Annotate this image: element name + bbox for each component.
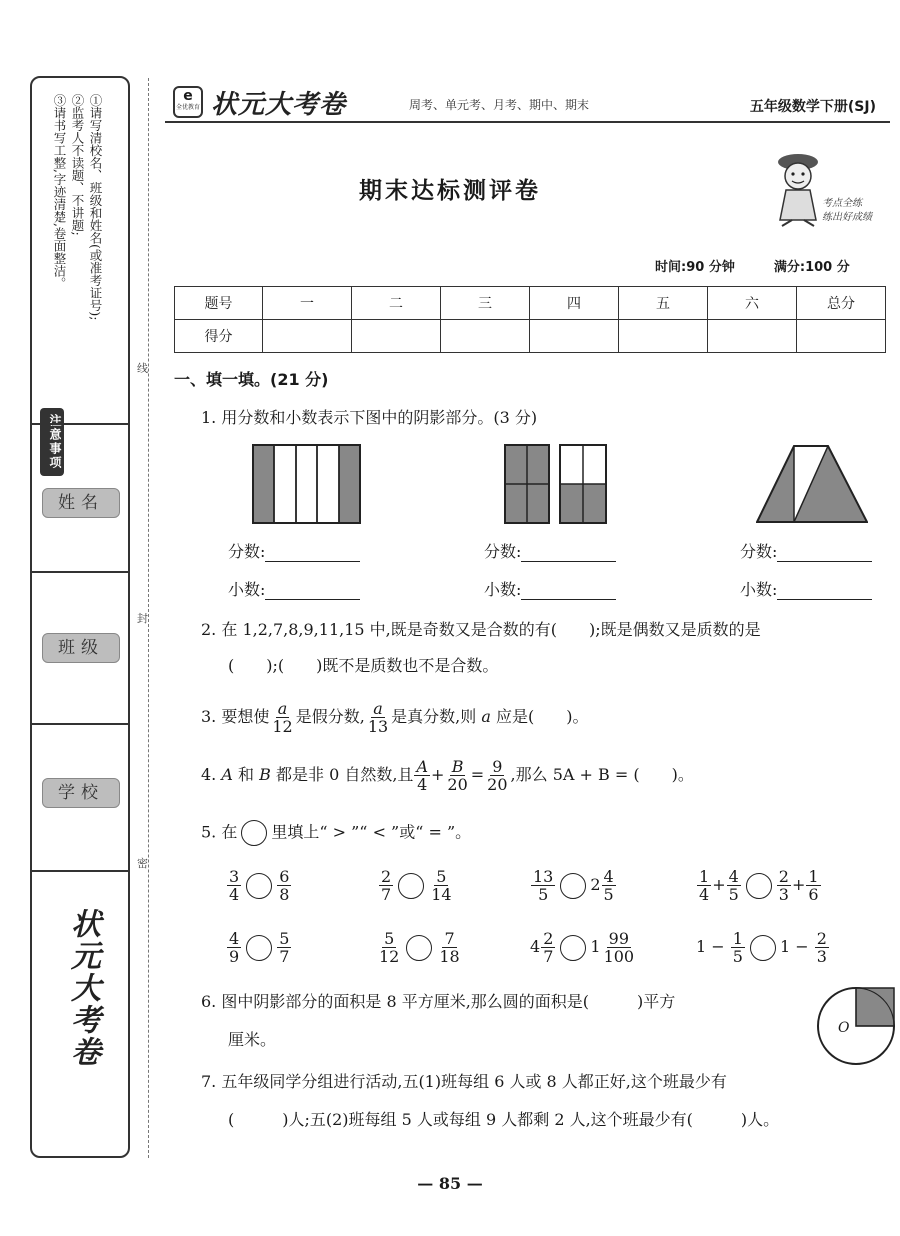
table-row — [175, 287, 886, 320]
fraction: $\frac{a}{13}$ — [367, 699, 389, 736]
score-table — [174, 286, 886, 353]
question-1: 1. 用分数和小数表示下图中的阴影部分。(3 分) — [201, 408, 538, 427]
compare-item: $\frac{13}{5}$ 2 $\frac{4}{5}$ — [533, 867, 614, 904]
school-field-label: 学校 — [42, 778, 120, 808]
name-field-label: 姓名 — [42, 488, 120, 518]
time-limit: 时间:90 分钟 — [655, 260, 735, 275]
panel-divider — [32, 423, 128, 425]
notice-2: ②监考人不读题、不讲题; — [70, 94, 85, 236]
table-cell: 题号 — [175, 287, 263, 320]
brand-name: 状元大考卷 — [211, 90, 347, 120]
compare-item: $\frac{4}{9}$ $\frac{5}{7}$ — [229, 929, 290, 966]
answer-line[interactable] — [740, 542, 872, 562]
answer-line[interactable] — [484, 580, 616, 600]
exam-info — [655, 256, 850, 275]
header-rule — [165, 121, 890, 123]
binding-panel — [30, 76, 130, 1158]
answer-line[interactable] — [228, 580, 360, 600]
question-5: 5. 在 里填上“ > ”“ < ”或“ = ”。 — [201, 820, 471, 846]
fold-line — [148, 78, 149, 1158]
fraction-label: 分数: — [228, 542, 266, 561]
panel-divider — [32, 571, 128, 573]
answer-line[interactable] — [484, 542, 616, 562]
score-cell[interactable] — [441, 320, 530, 353]
score-cell[interactable] — [708, 320, 797, 353]
table-cell: 三 — [441, 287, 530, 320]
compare-circle[interactable] — [406, 935, 432, 961]
figure-rectangle-strips — [252, 444, 362, 524]
fraction-label: 分数: — [740, 542, 778, 561]
class-field-label: 班级 — [42, 633, 120, 663]
page-title: 期末达标测评卷 — [359, 178, 541, 204]
question-2-line-1: 2. 在 1,2,7,8,9,11,15 中,既是奇数又是合数的有( );既是偶数又是质数的是 — [201, 620, 761, 639]
table-cell: 二 — [352, 287, 441, 320]
compare-item: $\frac{1}{4}$ + $\frac{4}{5}$ $\frac{2}{3}$ + $\frac{1}{6}$ — [699, 867, 819, 904]
table-row — [175, 320, 886, 353]
compare-circle[interactable] — [560, 935, 586, 961]
section-title: 一、填一填。(21 分) — [174, 370, 329, 389]
page-number: — 85 — — [417, 1174, 483, 1193]
score-cell[interactable] — [352, 320, 441, 353]
vertical-brand: 状元大考卷 — [65, 908, 100, 1068]
question-3: 3. 要想使 $\frac{a}{12}$ 是假分数, $\frac{a}{13}$ 是真分数,则 a 应是( )。 — [201, 699, 589, 736]
compare-item: $\frac{2}{7}$ $\frac{5}{14}$ — [381, 867, 452, 904]
mascot-line-2: 练出好成绩 — [822, 212, 872, 223]
panel-divider — [32, 870, 128, 872]
mascot-line-1: 考点全练 — [822, 198, 862, 209]
panel-divider — [32, 723, 128, 725]
answer-line[interactable] — [740, 580, 872, 600]
compare-circle-icon — [241, 820, 267, 846]
answer-line[interactable] — [228, 542, 360, 562]
grade-label: 五年级数学下册(SJ) — [749, 99, 876, 115]
compare-item: $\frac{3}{4}$ $\frac{6}{8}$ — [229, 867, 290, 904]
decimal-label: 小数: — [740, 580, 778, 599]
fold-mark-seal: 封 — [137, 612, 148, 625]
figure-triangles — [756, 444, 868, 524]
notice-tag: 注意事项 — [40, 408, 64, 476]
brand-subtitle: 周考、单元考、月考、期中、期末 — [409, 98, 590, 112]
table-cell: 一 — [263, 287, 352, 320]
compare-item: $\frac{5}{12}$ $\frac{7}{18}$ — [379, 929, 460, 966]
compare-circle[interactable] — [246, 935, 272, 961]
mascot-illustration — [772, 148, 890, 232]
full-score: 满分:100 分 — [773, 260, 850, 275]
fold-mark-line: 线 — [137, 362, 148, 375]
notice-3: ③请书写工整,字迹清楚,卷面整洁。 — [52, 94, 67, 290]
question-2-line-2: ( );( )既不是质数也不是合数。 — [228, 656, 499, 675]
compare-circle[interactable] — [560, 873, 586, 899]
question-7-line-2: ( )人;五(2)班每组 5 人或每组 9 人都剩 2 人,这个班最少有( )人。 — [228, 1110, 780, 1129]
logo-icon: e 全优教育 — [173, 86, 203, 118]
fold-mark-secret: 密 — [137, 857, 148, 870]
table-cell: 五 — [619, 287, 708, 320]
compare-item: 4 $\frac{2}{7}$ 1 $\frac{99}{100}$ — [530, 929, 635, 966]
figure-two-squares — [504, 444, 608, 524]
compare-item: 1 − $\frac{1}{5}$ 1 − $\frac{2}{3}$ — [696, 929, 827, 966]
score-cell[interactable] — [797, 320, 886, 353]
logo-text: 全优教育 — [175, 104, 200, 111]
fraction-label: 分数: — [484, 542, 522, 561]
compare-circle[interactable] — [398, 873, 424, 899]
score-cell[interactable] — [530, 320, 619, 353]
score-cell[interactable] — [619, 320, 708, 353]
decimal-label: 小数: — [484, 580, 522, 599]
table-cell: 得分 — [175, 320, 263, 353]
fraction: $\frac{a}{12}$ — [272, 699, 293, 736]
compare-circle[interactable] — [746, 873, 772, 899]
compare-circle[interactable] — [750, 935, 776, 961]
notice-1: ①请写清校名、班级和姓名(或准考证号); — [88, 94, 103, 321]
table-cell: 六 — [708, 287, 797, 320]
question-4: 4. A 和 B 都是非 0 自然数,且 $\frac{A}{4}$ + $\frac{B}{20}$ = $\frac{9}{20}$ ,那么 5A + B = ( )。 — [201, 757, 694, 794]
question-6-line-1: 6. 图中阴影部分的面积是 8 平方厘米,那么圆的面积是( )平方 — [201, 992, 676, 1011]
question-7-line-1: 7. 五年级同学分组进行活动,五(1)班每组 6 人或 8 人都正好,这个班最少有 — [201, 1072, 727, 1091]
compare-circle[interactable] — [246, 873, 272, 899]
table-cell: 总分 — [797, 287, 886, 320]
decimal-label: 小数: — [228, 580, 266, 599]
score-cell[interactable] — [263, 320, 352, 353]
page-header — [165, 86, 890, 122]
question-6-line-2: 厘米。 — [228, 1030, 277, 1049]
table-cell: 四 — [530, 287, 619, 320]
origin-label: O — [838, 1020, 850, 1036]
figure-circle-square — [816, 986, 896, 1066]
